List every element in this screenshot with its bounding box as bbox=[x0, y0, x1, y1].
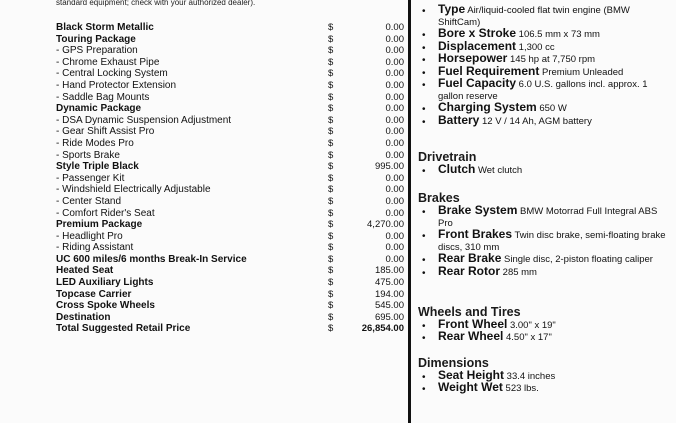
bullet-icon: • bbox=[422, 30, 426, 41]
price-row bbox=[56, 208, 408, 220]
dollar-sign: $ bbox=[328, 323, 334, 335]
price-row-label: - Windshield Electrically Adjustable bbox=[56, 184, 211, 196]
price-row-label: Style Triple Black bbox=[56, 161, 139, 173]
price-row bbox=[56, 150, 408, 162]
price-row bbox=[56, 265, 408, 277]
dimensions-heading: Dimensions bbox=[418, 356, 489, 370]
price-row bbox=[56, 80, 408, 92]
price-row bbox=[56, 45, 408, 57]
spec-value: 650 W bbox=[536, 103, 567, 114]
spec-value: 4.50" x 17" bbox=[503, 332, 552, 343]
price-row-value: 0.00 bbox=[385, 137, 404, 149]
price-row bbox=[56, 161, 408, 173]
price-row bbox=[56, 231, 408, 243]
price-row-value: 0.00 bbox=[385, 149, 404, 161]
wheels-section bbox=[418, 305, 672, 343]
price-row-label: - Sports Brake bbox=[56, 149, 120, 161]
dollar-sign: $ bbox=[328, 207, 334, 219]
dollar-sign: $ bbox=[328, 149, 334, 161]
dollar-sign: $ bbox=[328, 184, 334, 196]
price-row-value: 0.00 bbox=[385, 126, 404, 138]
price-row-label: - Saddle Bag Mounts bbox=[56, 91, 150, 103]
price-row-value: 0.00 bbox=[385, 195, 404, 207]
price-row-label: Total Suggested Retail Price bbox=[56, 323, 191, 335]
dollar-sign: $ bbox=[328, 311, 334, 323]
dollar-sign: $ bbox=[328, 161, 334, 173]
spec-key: Bore x Stroke bbox=[438, 26, 517, 40]
price-row bbox=[56, 68, 408, 80]
spec-value: Single disc, 2-piston floating caliper bbox=[501, 254, 653, 265]
spec-key: Horsepower bbox=[438, 51, 508, 65]
price-row-value: 0.00 bbox=[385, 56, 404, 68]
spec-value: 1,300 cc bbox=[516, 41, 555, 53]
price-row-value: 0.00 bbox=[385, 91, 404, 103]
dollar-sign: $ bbox=[328, 195, 334, 207]
spec-key: Clutch bbox=[438, 162, 476, 176]
price-row-label: - Headlight Pro bbox=[56, 230, 123, 242]
price-row-value: 0.00 bbox=[385, 114, 404, 126]
price-row-value: 185.00 bbox=[374, 265, 404, 277]
price-row-value: 0.00 bbox=[385, 230, 404, 242]
dollar-sign: $ bbox=[328, 137, 334, 149]
spec-item bbox=[418, 4, 672, 28]
price-row bbox=[56, 289, 408, 301]
price-row bbox=[56, 184, 408, 196]
price-row bbox=[56, 34, 408, 46]
bullet-icon: • bbox=[422, 207, 426, 218]
dollar-sign: $ bbox=[328, 265, 334, 277]
price-row bbox=[56, 138, 408, 150]
price-row bbox=[56, 300, 408, 312]
price-row bbox=[56, 323, 408, 335]
brakes-section bbox=[418, 191, 672, 278]
drivetrain-section bbox=[418, 150, 672, 176]
price-row-value: 4,270.00 bbox=[367, 219, 404, 231]
price-row-value: 26,854.00 bbox=[361, 323, 404, 335]
spec-item bbox=[418, 78, 672, 102]
price-row-value: 194.00 bbox=[374, 288, 404, 300]
spec-key: Rear Brake bbox=[438, 251, 502, 265]
price-row-label: Topcase Carrier bbox=[56, 288, 132, 300]
price-row-label: - Ride Modes Pro bbox=[56, 137, 134, 149]
spec-key: Front Brakes bbox=[438, 227, 513, 241]
spec-value: Wet clutch bbox=[475, 165, 523, 176]
wheels-heading: Wheels and Tires bbox=[418, 305, 521, 319]
dollar-sign: $ bbox=[328, 219, 334, 231]
bullet-icon: • bbox=[422, 55, 426, 66]
spec-key: Displacement bbox=[438, 38, 517, 53]
price-row-label: Premium Package bbox=[56, 219, 143, 231]
engine-specs bbox=[418, 4, 672, 127]
bullet-icon: • bbox=[422, 267, 426, 279]
price-row-value: 695.00 bbox=[374, 311, 404, 323]
price-list bbox=[56, 22, 408, 335]
dollar-sign: $ bbox=[328, 126, 334, 138]
spec-value: Twin disc brake, semi-floating brake discs, 310 mm bbox=[438, 230, 666, 253]
price-row-label: - Center Stand bbox=[56, 195, 122, 207]
price-row bbox=[56, 312, 408, 324]
bullet-icon: • bbox=[422, 6, 426, 17]
dollar-sign: $ bbox=[328, 172, 334, 184]
spec-value: 285 mm bbox=[500, 266, 537, 278]
price-row bbox=[56, 173, 408, 185]
spec-key: Brake System bbox=[438, 203, 518, 217]
bullet-icon: • bbox=[422, 255, 426, 266]
spec-value: 6.0 U.S. gallons incl. approx. 1 gallon reserve bbox=[438, 79, 648, 102]
price-row-label: Cross Spoke Wheels bbox=[56, 300, 155, 312]
dollar-sign: $ bbox=[328, 79, 334, 91]
price-row-value: 0.00 bbox=[385, 45, 404, 57]
bullet-icon: • bbox=[422, 166, 426, 177]
bullet-icon: • bbox=[422, 80, 426, 91]
bullet-icon: • bbox=[422, 104, 426, 115]
price-row-value: 0.00 bbox=[385, 184, 404, 196]
price-row bbox=[56, 92, 408, 104]
price-row-label: - Comfort Rider's Seat bbox=[56, 207, 155, 219]
spec-item bbox=[418, 112, 672, 128]
dollar-sign: $ bbox=[328, 277, 334, 289]
dollar-sign: $ bbox=[328, 33, 334, 45]
dollar-sign: $ bbox=[328, 56, 334, 68]
price-row-label: LED Auxiliary Lights bbox=[56, 277, 154, 289]
brakes-heading: Brakes bbox=[418, 191, 460, 205]
spec-value: 145 hp at 7,750 rpm bbox=[507, 54, 596, 65]
price-row-label: - Chrome Exhaust Pipe bbox=[56, 56, 160, 68]
spec-value: 3.00" x 19" bbox=[507, 320, 556, 331]
dollar-sign: $ bbox=[328, 253, 334, 265]
price-row-value: 0.00 bbox=[385, 207, 404, 219]
dollar-sign: $ bbox=[328, 68, 334, 80]
spec-item bbox=[418, 229, 672, 253]
price-row-value: 0.00 bbox=[385, 242, 404, 254]
bullet-icon: • bbox=[422, 384, 426, 395]
price-row-label: - Riding Assistant bbox=[56, 242, 134, 254]
price-row-label: - Passenger Kit bbox=[56, 172, 125, 184]
column-divider bbox=[408, 0, 411, 423]
price-row bbox=[56, 254, 408, 266]
price-row-value: 0.00 bbox=[385, 103, 404, 115]
spec-item bbox=[418, 331, 672, 343]
dollar-sign: $ bbox=[328, 288, 334, 300]
spec-key: Charging System bbox=[438, 100, 537, 114]
dollar-sign: $ bbox=[328, 103, 334, 115]
price-row-value: 0.00 bbox=[385, 22, 404, 33]
price-row-label: - Gear Shift Assist Pro bbox=[56, 126, 155, 138]
spec-item bbox=[418, 263, 672, 279]
price-row-value: 545.00 bbox=[374, 300, 404, 312]
spec-value: 12 V / 14 Ah, AGM battery bbox=[479, 115, 592, 127]
dollar-sign: $ bbox=[328, 300, 334, 312]
spec-value: Air/liquid-cooled flat twin engine (BMW ShiftCam) bbox=[438, 5, 630, 28]
spec-item bbox=[418, 382, 672, 394]
price-row-label: - DSA Dynamic Suspension Adjustment bbox=[56, 114, 232, 126]
spec-value: BMW Motorrad Full Integral ABS Pro bbox=[438, 206, 658, 229]
spec-item bbox=[418, 205, 672, 229]
dimensions-section bbox=[418, 356, 672, 394]
price-row-label: Black Storm Metallic bbox=[56, 22, 154, 33]
price-row bbox=[56, 103, 408, 115]
bullet-icon: • bbox=[422, 42, 426, 54]
spec-item bbox=[418, 164, 672, 176]
bullet-icon: • bbox=[422, 333, 426, 344]
dollar-sign: $ bbox=[328, 230, 334, 242]
price-row-label: - GPS Preparation bbox=[56, 45, 138, 57]
price-row-label: UC 600 miles/6 months Break-In Service bbox=[56, 253, 247, 265]
price-row bbox=[56, 242, 408, 254]
price-row-value: 995.00 bbox=[374, 161, 404, 173]
bullet-icon: • bbox=[422, 372, 426, 383]
price-row-label: - Hand Protector Extension bbox=[56, 79, 177, 91]
spec-value: 523 lbs. bbox=[502, 383, 539, 394]
spec-value: Premium Unleaded bbox=[539, 66, 624, 78]
spec-key: Fuel Requirement bbox=[438, 63, 540, 78]
price-row bbox=[56, 219, 408, 231]
price-row-label: Heated Seat bbox=[56, 265, 114, 277]
spec-key: Battery bbox=[438, 112, 480, 127]
dollar-sign: $ bbox=[328, 114, 334, 126]
bullet-icon: • bbox=[422, 231, 426, 242]
price-row bbox=[56, 57, 408, 69]
dollar-sign: $ bbox=[328, 242, 334, 254]
price-row-label: Dynamic Package bbox=[56, 103, 142, 115]
price-row-value: 475.00 bbox=[374, 277, 404, 289]
price-row-value: 0.00 bbox=[385, 68, 404, 80]
price-row bbox=[56, 22, 408, 34]
price-row bbox=[56, 196, 408, 208]
price-row bbox=[56, 126, 408, 138]
spec-key: Fuel Capacity bbox=[438, 76, 517, 90]
spec-key: Weight Wet bbox=[438, 380, 503, 394]
bullet-icon: • bbox=[422, 67, 426, 79]
spec-key: Type bbox=[438, 2, 466, 16]
dollar-sign: $ bbox=[328, 45, 334, 57]
price-row-value: 0.00 bbox=[385, 33, 404, 45]
bullet-icon: • bbox=[422, 116, 426, 128]
dollar-sign: $ bbox=[328, 91, 334, 103]
price-row-value: 0.00 bbox=[385, 172, 404, 184]
drivetrain-heading: Drivetrain bbox=[418, 150, 477, 164]
spec-key: Front Wheel bbox=[438, 317, 508, 331]
spec-key: Rear Wheel bbox=[438, 329, 504, 343]
header-note: standard equipment; check with your authorized dealer). bbox=[56, 0, 256, 7]
price-row-value: 0.00 bbox=[385, 253, 404, 265]
price-row-label: Destination bbox=[56, 311, 111, 323]
spec-value: 33.4 inches bbox=[504, 371, 556, 382]
price-row bbox=[56, 115, 408, 127]
price-row-label: - Central Locking System bbox=[56, 68, 168, 80]
price-row bbox=[56, 277, 408, 289]
spec-key: Seat Height bbox=[438, 368, 505, 382]
spec-key: Rear Rotor bbox=[438, 263, 501, 278]
bullet-icon: • bbox=[422, 321, 426, 332]
price-row-label: Touring Package bbox=[56, 33, 136, 45]
price-row-value: 0.00 bbox=[385, 79, 404, 91]
spec-value: 106.5 mm x 73 mm bbox=[516, 29, 600, 40]
dollar-sign: $ bbox=[328, 22, 334, 33]
